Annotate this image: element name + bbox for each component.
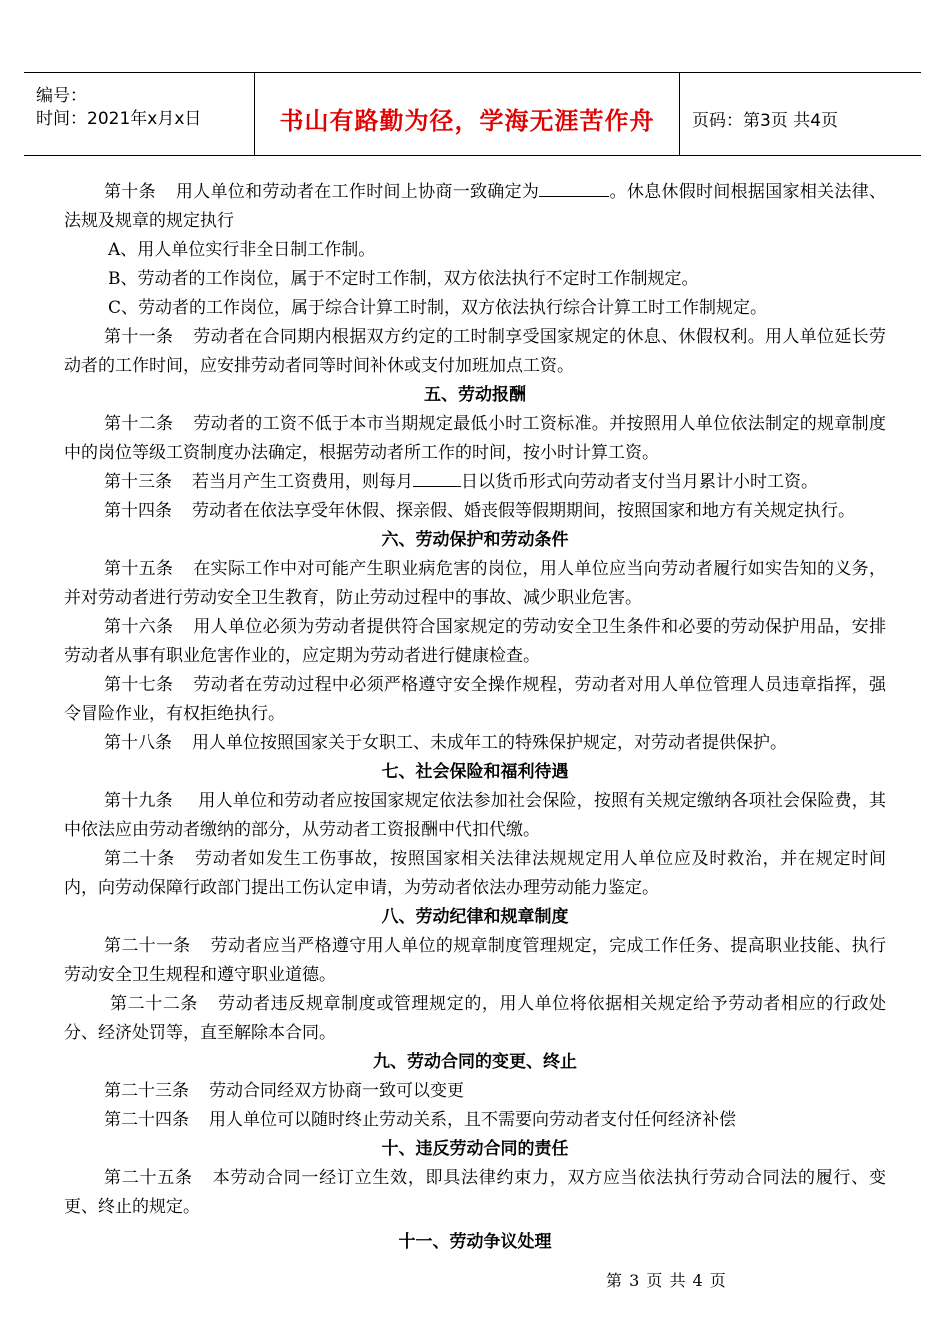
article-13: [64, 468, 886, 497]
article-heading: 第十四条: [104, 501, 172, 521]
article-21: [64, 932, 886, 990]
header-page-code: 页码：第3页 共4页: [692, 111, 839, 131]
article-text: 用人单位和劳动者应按国家规定依法参加社会保险，按照有关规定缴纳各项社会保险费，其中依法应由劳动者缴纳的部分，从劳动者工资报酬中代扣代缴。: [64, 791, 886, 840]
article-text: 劳动者的工资不低于本市当期规定最低小时工资标准。并按照用人单位依法制定的规章制度中的岗位等级工资制度办法确定，根据劳动者所工作的时间，按小时计算工资。: [64, 414, 887, 463]
article-text: 劳动者在合同期内根据双方约定的工时制享受国家规定的休息、休假权利。用人单位延长劳动者的工作时间，应安排劳动者同等时间补休或支付加班加点工资。: [64, 327, 887, 376]
article-text: 本劳动合同一经订立生效，即具法律约束力，双方应当依法执行劳动合同法的履行、变更、终止的规定。: [64, 1168, 887, 1217]
article-15: [64, 555, 886, 613]
section-heading-5: 五、劳动报酬: [424, 385, 526, 405]
article-heading: 第二十四条: [104, 1110, 189, 1130]
section-heading-8: 八、劳动纪律和规章制度: [381, 907, 569, 927]
section-heading-7: 七、社会保险和福利待遇: [381, 762, 569, 782]
article-text: 劳动者应当严格遵守用人单位的规章制度管理规定，完成工作任务、提高职业技能、执行劳动安全卫生规程和遵守职业道德。: [64, 936, 887, 985]
article-25: [64, 1164, 886, 1222]
header-motto-cell: [254, 73, 680, 155]
article-heading: 第二十条: [104, 849, 175, 869]
article-heading: 第十六条: [104, 617, 174, 637]
article-text: 若当月产生工资费用，则每月: [192, 472, 413, 492]
article-text: 劳动合同经双方协商一致可以变更: [209, 1081, 464, 1101]
article-24: [64, 1106, 886, 1135]
option-a: A、用人单位实行非全日制工作制。: [108, 240, 376, 260]
article-text: 用人单位可以随时终止劳动关系，且不需要向劳动者支付任何经济补偿: [209, 1110, 736, 1130]
article-text: 用人单位必须为劳动者提供符合国家规定的劳动安全卫生条件和必要的劳动保护用品，安排劳动者从事有职业危害作业的，应定期为劳动者进行健康检查。: [64, 617, 887, 666]
article-12: [64, 410, 886, 468]
section-heading-9: 九、劳动合同的变更、终止: [373, 1052, 577, 1072]
article-text: 用人单位按照国家关于女职工、未成年工的特殊保护规定，对劳动者提供保护。: [192, 733, 787, 753]
section-heading-11: 十一、劳动争议处理: [398, 1232, 552, 1252]
fill-blank: [539, 178, 609, 197]
header-motto: 书山有路勤为径，学海无涯苦作舟: [279, 107, 655, 135]
article-text: 在实际工作中对可能产生职业病危害的岗位，用人单位应当向劳动者履行如实告知的义务，并对劳动者进行劳动安全卫生教育，防止劳动过程中的事故、减少职业危害。: [64, 559, 887, 608]
article-16: [64, 613, 886, 671]
article-14: [64, 497, 886, 526]
article-heading: 第十条: [104, 182, 156, 202]
article-heading: 第十三条: [104, 472, 172, 492]
fill-blank: [413, 468, 461, 487]
header-page-cell: [680, 73, 920, 155]
page-header: [24, 72, 921, 156]
article-23: [64, 1077, 886, 1106]
option-b: B、劳动者的工作岗位，属于不定时工作制，双方依法执行不定时工作制规定。: [108, 269, 699, 289]
article-heading: 第十一条: [104, 327, 174, 347]
header-meta-cell: [24, 73, 254, 155]
section-heading-6: 六、劳动保护和劳动条件: [381, 530, 569, 550]
article-19: [64, 787, 886, 845]
article-text: 。休息休假时间根据国家相关法律、法规及规章的规定执行: [64, 182, 887, 231]
section-heading-10: 十、违反劳动合同的责任: [381, 1139, 569, 1159]
article-text: 日以货币形式向劳动者支付当月累计小时工资。: [461, 472, 818, 492]
option-c: C、劳动者的工作岗位，属于综合计算工时制，双方依法执行综合计算工时工作制规定。: [108, 298, 768, 318]
article-text: 劳动者在依法享受年休假、探亲假、婚丧假等假期期间，按照国家和地方有关规定执行。: [192, 501, 855, 521]
document-body: [64, 178, 886, 1257]
article-heading: 第二十三条: [104, 1081, 189, 1101]
article-heading: 第十五条: [104, 559, 174, 579]
article-heading: 第十九条: [104, 791, 173, 811]
article-22: [64, 990, 886, 1048]
article-heading: 第二十一条: [104, 936, 191, 956]
article-11: [64, 323, 886, 381]
document-number-label: 编号：: [36, 86, 87, 106]
article-text: 劳动者在劳动过程中必须严格遵守安全操作规程，劳动者对用人单位管理人员违章指挥，强令冒险作业，有权拒绝执行。: [64, 675, 887, 724]
article-20: [64, 845, 886, 903]
document-date-label: 时间：2021年x月x日: [36, 109, 202, 129]
article-heading: 第二十五条: [104, 1168, 193, 1188]
article-17: [64, 671, 886, 729]
article-heading: 第十八条: [104, 733, 172, 753]
article-heading: 第十二条: [104, 414, 174, 434]
article-text: 劳动者违反规章制度或管理规定的，用人单位将依据相关规定给予劳动者相应的行政处分、经济处罚等，直至解除本合同。: [64, 994, 887, 1043]
article-heading: 第二十二条: [110, 994, 198, 1014]
article-text: 用人单位和劳动者在工作时间上协商一致确定为: [175, 182, 540, 202]
article-text: 劳动者如发生工伤事故，按照国家相关法律法规规定用人单位应及时救治，并在规定时间内，向劳动保障行政部门提出工伤认定申请，为劳动者依法办理劳动能力鉴定。: [64, 849, 886, 898]
article-10: [64, 178, 886, 236]
article-heading: 第十七条: [104, 675, 174, 695]
article-18: [64, 729, 886, 758]
page-footer: 第 3 页 共 4 页: [606, 1271, 727, 1290]
